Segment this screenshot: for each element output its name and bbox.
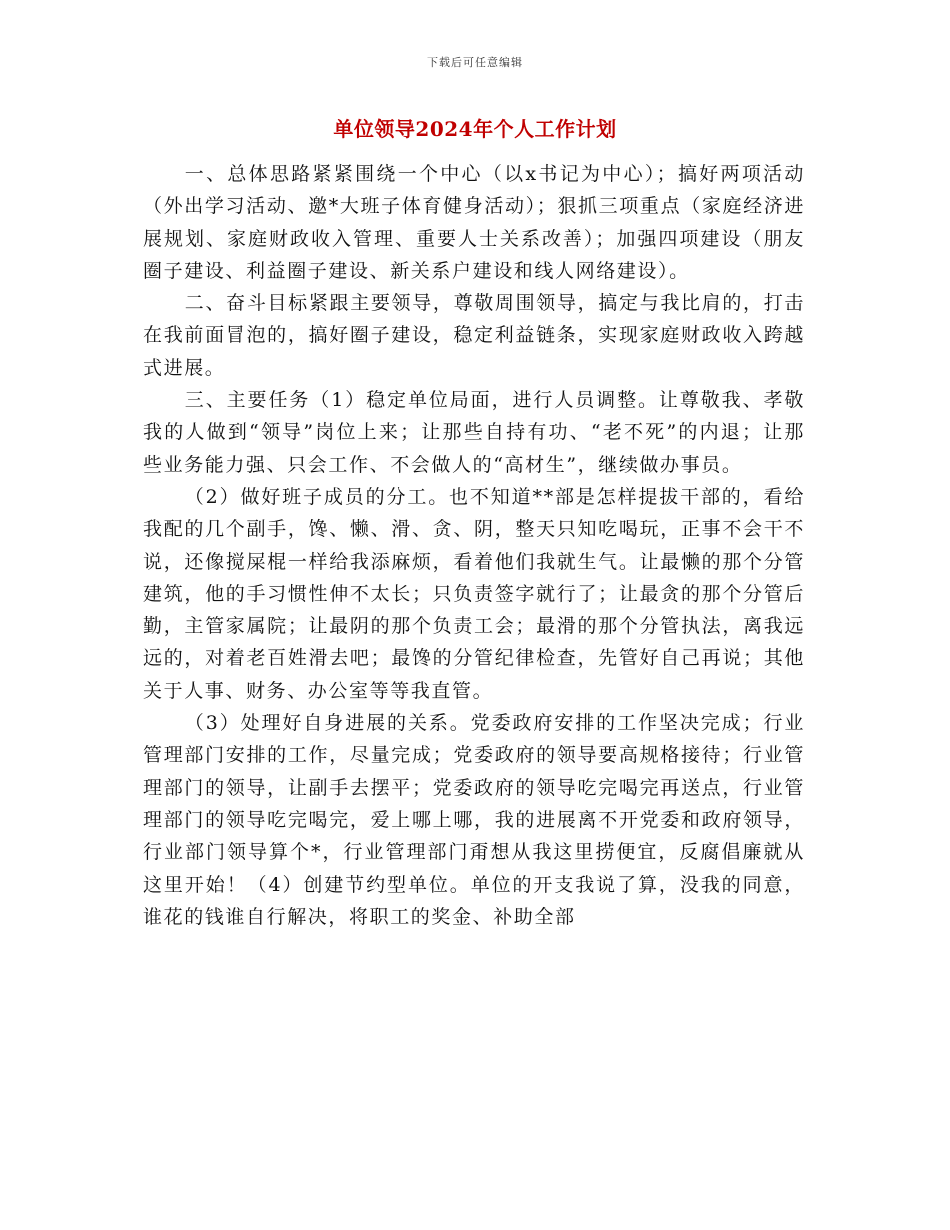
document-title: 单位领导2024年个人工作计划 [333, 117, 617, 141]
paragraph-goals: 二、奋斗目标紧跟主要领导，尊敬周围领导，搞定与我比肩的，打击在我前面冒泡的，搞好圈子建设，稳定利益链条，实现家庭财政收入跨越式进展。 [143, 292, 805, 379]
paragraph-division-of-labor: （2）做好班子成员的分工。也不知道**部是怎样提拔干部的，看给我配的几个副手，馋、懒、滑、贪、阴，整天只知吃喝玩，正事不会干不说，还像搅屎棍一样给我添麻烦，看着他们我就生气。让最懒的那个分管建筑，他的手习惯性伸不太长；只负责签字就行了；让最贪的那个分管后勤，主管家属院；让最阴的那个负责工会；最滑的那个分管执法，离我远远的，对着老百姓滑去吧；最馋的分管纪律检查，先管好自己再说；其他关于人事、财务、办公室等等我直管。 [143, 485, 805, 702]
paragraph-main-tasks: 三、主要任务（1）稳定单位局面，进行人员调整。让尊敬我、孝敬我的人做到“领导”岗位上来；让那些自持有功、“老不死”的内退；让那些业务能力强、只会工作、不会做人的“高材生”，继续做办事员。 [143, 389, 805, 476]
document-body [143, 158, 805, 933]
paragraph-overall-approach: 一、总体思路紧紧围绕一个中心（以x书记为中心）；搞好两项活动（外出学习活动、邀*大班子体育健身活动）；狠抓三项重点（家庭经济进展规划、家庭财政收入管理、重要人士关系改善）；加强四项建设（朋友圈子建设、利益圈子建设、新关系户建设和线人网络建设）。 [143, 163, 805, 282]
paragraph-relationships: （3）处理好自身进展的关系。党委政府安排的工作坚决完成；行业管理部门安排的工作，尽量完成；党委政府的领导要高规格接待；行业管理部门的领导，让副手去摆平；党委政府的领导吃完喝完再送点，行业管理部门的领导吃完喝完，爱上哪上哪，我的进展离不开党委和政府领导，行业部门领导算个*，行业管理部门甭想从我这里捞便宜，反腐倡廉就从这里开始！（4）创建节约型单位。单位的开支我说了算，没我的同意，谁花的钱谁自行解决，将职工的奖金、补助全部 [143, 712, 805, 928]
header-note: 下载后可任意编辑 [427, 56, 523, 69]
